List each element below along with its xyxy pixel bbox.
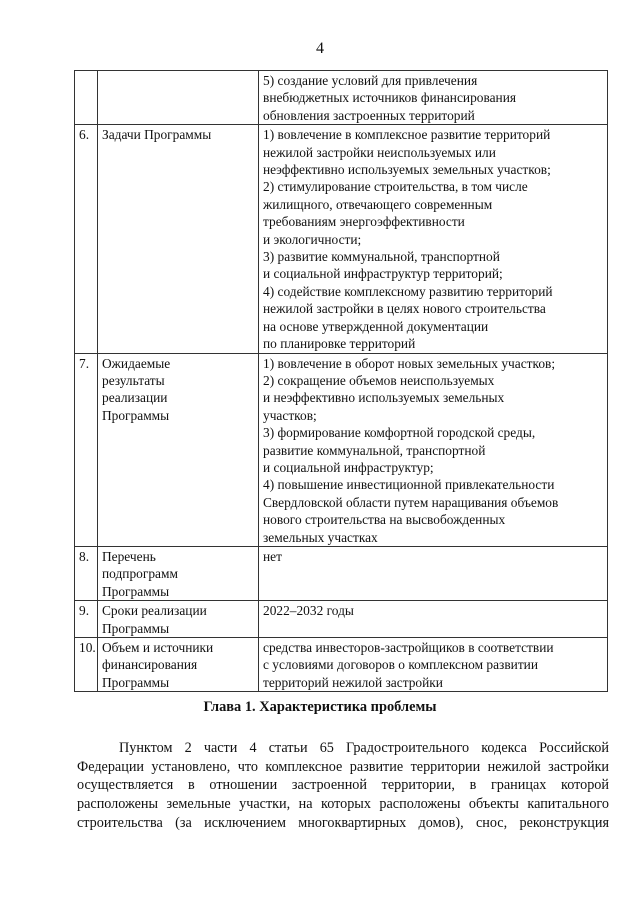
row-value-line: и экологичности; [263, 231, 362, 247]
row-value-line: и социальной инфраструктур территорий; [263, 266, 503, 282]
row-value-line: 1) вовлечение в оборот новых земельных участков; [263, 355, 556, 371]
row-value-line: 5) создание условий для привлечения [263, 73, 478, 88]
row-number: 9. [75, 601, 98, 638]
row-value-line: нет [263, 548, 282, 564]
row-value-line: нового строительства на высвобожденных [263, 512, 506, 528]
program-passport-table [74, 70, 608, 692]
paragraph-line: строительства (за исключением многоквартирных домов), снос, реконструкция [77, 814, 609, 831]
row-value-line: и социальной инфраструктур; [263, 459, 434, 475]
row-value-line: земельных участках [263, 529, 378, 545]
row-number: 10. [75, 638, 98, 692]
chapter-paragraph [77, 739, 609, 833]
table-row [75, 601, 608, 638]
table-row [75, 546, 608, 600]
row-name-line: Программы [102, 583, 170, 599]
row-value-line: участков; [263, 407, 317, 423]
row-value [259, 546, 608, 600]
row-value-line: средства инвесторов-застройщиков в соответствии [263, 640, 554, 655]
row-name [98, 638, 259, 692]
row-name-line: Программы [102, 407, 170, 423]
row-value-line: 2022–2032 годы [263, 603, 354, 619]
row-value-line: и неэффективно используемых земельных [263, 390, 505, 406]
table-body [75, 71, 608, 692]
row-number: 6. [75, 125, 98, 353]
row-value-line: нежилой застройки неиспользуемых или [263, 144, 496, 160]
row-value-line: 2) стимулирование строительства, в том числе [263, 179, 528, 195]
row-name-line: Программы [102, 620, 170, 636]
chapter-title: Глава 1. Характеристика проблемы [203, 699, 437, 715]
row-number: 7. [75, 353, 98, 546]
row-value-line: 3) формирование комфортной городской среды, [263, 425, 536, 441]
row-value-line: нежилой застройки в целях нового строительства [263, 301, 546, 317]
row-name-line: Ожидаемые [102, 355, 171, 371]
row-value [259, 638, 608, 692]
row-value-line: 1) вовлечение в комплексное развитие территорий [263, 127, 551, 143]
table-row [75, 638, 608, 692]
row-name [98, 546, 259, 600]
row-value-line: на основе утвержденной документации [263, 318, 489, 334]
row-value-line: 3) развитие коммунальной, транспортной [263, 249, 500, 265]
row-name [98, 353, 259, 546]
row-name-line: реализации [102, 390, 168, 406]
row-number: 8. [75, 546, 98, 600]
table-row [75, 71, 608, 125]
paragraph-line: Пунктом 2 части 4 статьи 65 Градостроительного кодекса Российской [119, 740, 609, 756]
paragraph-line: осуществляется в отношении застроенной территории, в границах которой [77, 777, 609, 794]
row-name [98, 601, 259, 638]
row-value-line: по планировке территорий [263, 336, 416, 352]
row-name [98, 125, 259, 353]
table-row [75, 353, 608, 546]
row-name-line: Сроки реализации [102, 603, 207, 619]
row-value-line: Свердловской области путем наращивания объемов [263, 494, 559, 510]
row-name [98, 71, 259, 125]
row-number [75, 71, 98, 125]
row-value [259, 125, 608, 353]
row-value-line: жилищного, отвечающего современным [263, 196, 493, 212]
paragraph-line: расположены земельные участки, на которых расположены объекты капитального [77, 796, 609, 813]
row-name-line: результаты [102, 372, 165, 388]
row-name-line: подпрограмм [102, 566, 178, 582]
row-name-line: Программы [102, 674, 170, 690]
row-value-line: обновления застроенных территорий [263, 107, 475, 123]
paragraph-line: Федерации установлено, что комплексное развитие территории нежилой застройки [77, 758, 609, 775]
row-value-line: развитие коммунальной, транспортной [263, 442, 486, 458]
row-value [259, 353, 608, 546]
page-number: 4 [316, 40, 324, 57]
row-value [259, 71, 608, 125]
row-value-line: территорий нежилой застройки [263, 674, 443, 690]
row-value-line: 4) содействие комплексному развитию территорий [263, 283, 553, 299]
row-value-line: требованиям энергоэффективности [263, 214, 465, 230]
row-value-line: 2) сокращение объемов неиспользуемых [263, 372, 495, 388]
table-row [75, 125, 608, 353]
row-value [259, 601, 608, 638]
row-name-line: Задачи Программы [102, 127, 212, 143]
row-name-line: Объем и источники [102, 640, 214, 655]
row-value-line: с условиями договоров о комплексном развитии [263, 657, 539, 673]
row-name-line: финансирования [102, 657, 198, 673]
row-value-line: внебюджетных источников финансирования [263, 90, 517, 106]
row-value-line: 4) повышение инвестиционной привлекательности [263, 477, 555, 493]
row-value-line: неэффективно используемых земельных участков; [263, 162, 551, 178]
row-name-line: Перечень [102, 548, 156, 564]
